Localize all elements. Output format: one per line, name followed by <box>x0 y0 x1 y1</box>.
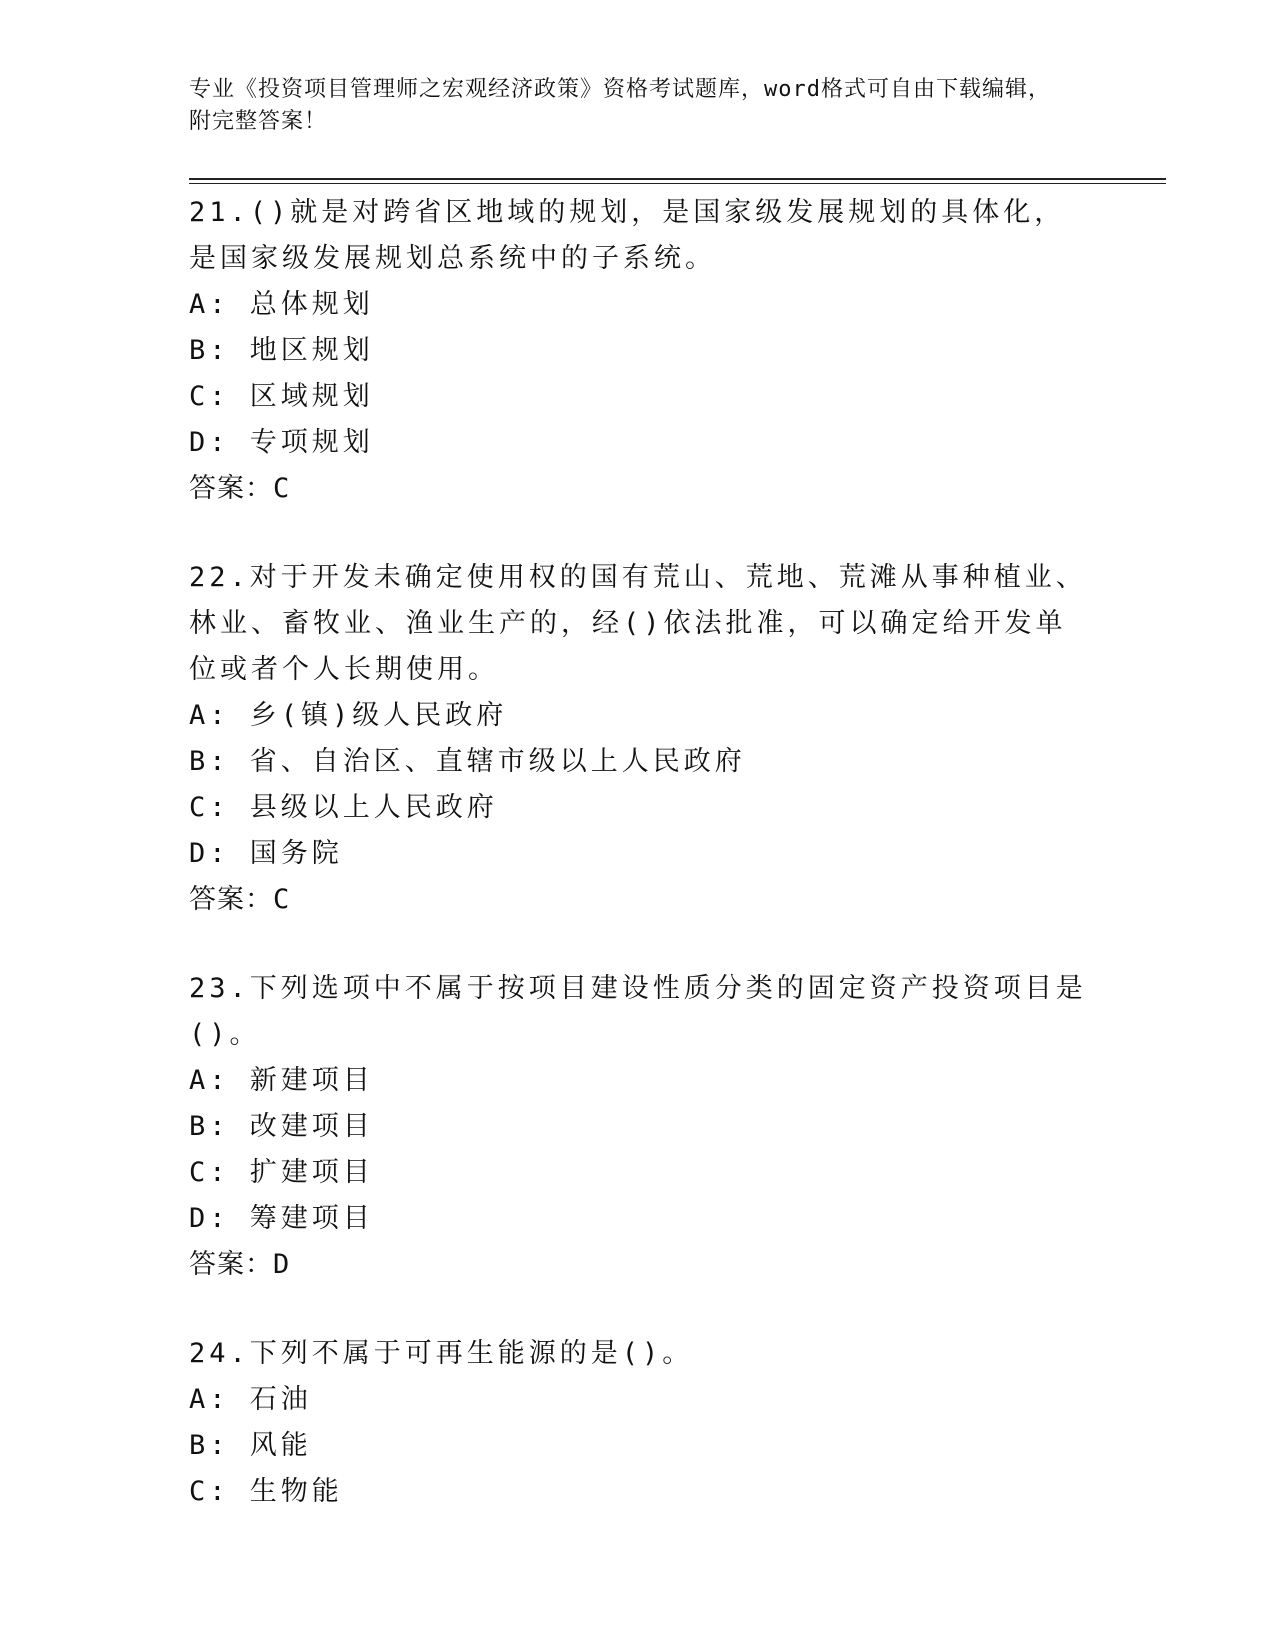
option-a: A: 新建项目 <box>189 1065 374 1096</box>
question-stem: 24.下列不属于可再生能源的是()。 <box>189 1338 694 1369</box>
option-d: D: 国务院 <box>189 838 343 869</box>
option-c: C: 扩建项目 <box>189 1157 374 1188</box>
question-22 <box>189 555 1089 923</box>
question-24 <box>189 1331 1089 1515</box>
question-stem: 23.下列选项中不属于按项目建设性质分类的固定资产投资项目是()。 <box>189 973 1087 1050</box>
option-a: A: 乡(镇)级人民政府 <box>189 700 508 731</box>
question-stem: 22.对于开发未确定使用权的国有荒山、荒地、荒滩从事种植业、林业、畜牧业、渔业生产的，经()依法批准，可以确定给开发单位或者个人长期使用。 <box>189 562 1087 685</box>
question-21 <box>189 190 1089 512</box>
option-b: B: 风能 <box>189 1430 312 1461</box>
option-d: D: 专项规划 <box>189 427 374 458</box>
option-a: A: 石油 <box>189 1384 312 1415</box>
header-divider <box>189 178 1166 180</box>
question-list <box>189 190 1089 1558</box>
option-c: C: 县级以上人民政府 <box>189 792 498 823</box>
option-b: B: 改建项目 <box>189 1111 374 1142</box>
option-b: B: 省、自治区、直辖市级以上人民政府 <box>189 746 746 777</box>
header-divider-thin <box>189 183 1166 184</box>
option-c: C: 生物能 <box>189 1476 343 1507</box>
option-b: B: 地区规划 <box>189 335 374 366</box>
question-23 <box>189 966 1089 1288</box>
answer-line: 答案：D <box>189 1249 291 1280</box>
answer-line: 答案：C <box>189 884 291 915</box>
option-a: A: 总体规划 <box>189 289 374 320</box>
option-c: C: 区域规划 <box>189 381 374 412</box>
document-header: 专业《投资项目管理师之宏观经济政策》资格考试题库，word格式可自由下载编辑，附完整答案！ <box>189 77 1051 134</box>
option-d: D: 筹建项目 <box>189 1203 374 1234</box>
answer-line: 答案：C <box>189 473 291 504</box>
question-stem: 21.()就是对跨省区地域的规划，是国家级发展规划的具体化，是国家级发展规划总系统中的子系统。 <box>189 197 1066 274</box>
